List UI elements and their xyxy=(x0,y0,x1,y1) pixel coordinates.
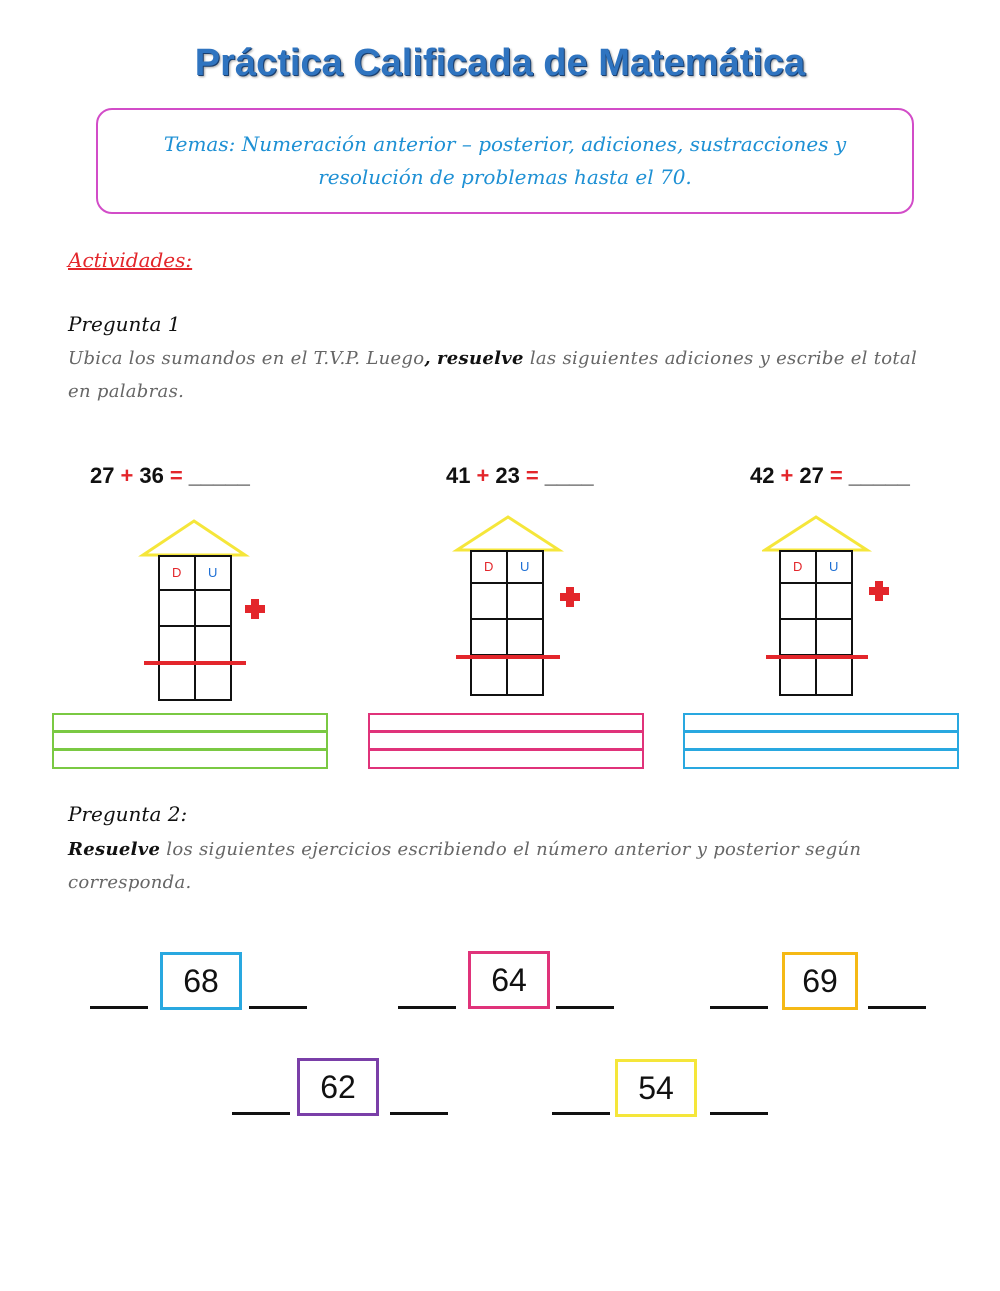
units-cell[interactable] xyxy=(815,582,853,620)
answer-writing-box-3[interactable] xyxy=(683,713,959,769)
tens-header-cell xyxy=(470,550,508,584)
previous-number-blank[interactable] xyxy=(710,1006,768,1009)
topics-line-1: Temas: Numeración anterior – posterior, adiciones, sustracciones y xyxy=(163,132,847,156)
q2-bold-verb: Resuelve xyxy=(68,839,161,860)
tens-cell[interactable] xyxy=(158,625,196,663)
units-result-cell[interactable] xyxy=(506,654,544,696)
number-box-64: 64 xyxy=(468,951,550,1009)
tens-cell[interactable] xyxy=(470,618,508,656)
topics-line-2: resolución de problemas hasta el 70. xyxy=(318,165,692,189)
question-1-instructions xyxy=(68,342,968,408)
sum-line xyxy=(144,661,246,665)
tens-result-cell[interactable] xyxy=(779,654,817,696)
units-cell[interactable] xyxy=(815,618,853,656)
number-box-54: 54 xyxy=(615,1059,697,1117)
activities-heading: Actividades: xyxy=(68,248,193,272)
q1-text-part: Ubica los sumandos en el T.V.P. Luego xyxy=(68,348,425,369)
sum-line xyxy=(456,655,560,659)
topics-box xyxy=(96,108,914,214)
place-value-house-1 xyxy=(138,518,250,708)
house-roof-icon xyxy=(138,518,250,558)
page-title: Práctica Calificada de Matemática xyxy=(194,42,806,84)
equals-sign: = xyxy=(829,463,843,488)
equals-sign: = xyxy=(525,463,539,488)
next-number-blank[interactable] xyxy=(556,1006,614,1009)
answer-writing-box-2[interactable] xyxy=(368,713,644,769)
units-header-cell xyxy=(815,550,853,584)
addend: 41 xyxy=(446,463,471,488)
previous-number-blank[interactable] xyxy=(552,1112,610,1115)
units-header-cell xyxy=(194,555,232,591)
answer-writing-box-1[interactable] xyxy=(52,713,328,769)
exercise-3-equation xyxy=(750,463,910,489)
units-cell[interactable] xyxy=(194,625,232,663)
tens-result-cell[interactable] xyxy=(158,661,196,701)
equals-sign: = xyxy=(169,463,183,488)
tens-label: D xyxy=(793,559,803,574)
tens-label: D xyxy=(172,565,182,580)
previous-number-blank[interactable] xyxy=(232,1112,290,1115)
house-roof-icon xyxy=(452,514,564,554)
number-box-62: 62 xyxy=(297,1058,379,1116)
answer-blank[interactable]: _____ xyxy=(848,463,910,488)
place-value-house-2 xyxy=(452,514,564,704)
q1-bold-verb: resuelve xyxy=(437,348,524,369)
previous-number-blank[interactable] xyxy=(90,1006,148,1009)
number-box-69: 69 xyxy=(782,952,858,1010)
addend: 23 xyxy=(495,463,520,488)
next-number-blank[interactable] xyxy=(249,1006,307,1009)
sum-line xyxy=(766,655,868,659)
answer-blank[interactable]: _____ xyxy=(188,463,250,488)
red-plus-icon xyxy=(559,586,581,608)
q2-text-line2: corresponda. xyxy=(68,872,192,893)
units-result-cell[interactable] xyxy=(815,654,853,696)
exercise-2-equation xyxy=(446,463,594,489)
units-label: U xyxy=(520,559,530,574)
next-number-blank[interactable] xyxy=(710,1112,768,1115)
place-value-house-3 xyxy=(762,514,874,704)
tens-header-cell xyxy=(158,555,196,591)
units-result-cell[interactable] xyxy=(194,661,232,701)
plus-sign: + xyxy=(120,463,134,488)
units-header-cell xyxy=(506,550,544,584)
tens-label: D xyxy=(484,559,494,574)
tens-cell[interactable] xyxy=(158,589,196,627)
red-plus-icon xyxy=(244,598,266,620)
q2-text-part: los siguientes ejercicios escribiendo el número anterior y posterior según xyxy=(166,839,862,860)
units-label: U xyxy=(829,559,839,574)
number-box-68: 68 xyxy=(160,952,242,1010)
addend: 27 xyxy=(90,463,115,488)
units-cell[interactable] xyxy=(506,582,544,620)
tens-cell[interactable] xyxy=(779,618,817,656)
plus-sign: + xyxy=(476,463,490,488)
units-cell[interactable] xyxy=(194,589,232,627)
tens-header-cell xyxy=(779,550,817,584)
addend: 42 xyxy=(750,463,775,488)
addend: 36 xyxy=(139,463,164,488)
tens-result-cell[interactable] xyxy=(470,654,508,696)
question-1-title: Pregunta 1 xyxy=(68,312,181,336)
q1-text-part: las siguientes adiciones y escribe el total xyxy=(529,348,918,369)
tens-cell[interactable] xyxy=(779,582,817,620)
tens-cell[interactable] xyxy=(470,582,508,620)
addend: 27 xyxy=(799,463,824,488)
units-cell[interactable] xyxy=(506,618,544,656)
q1-comma: , xyxy=(424,348,431,369)
house-roof-icon xyxy=(762,514,874,554)
topics-text xyxy=(164,128,846,194)
answer-blank[interactable]: ____ xyxy=(544,463,594,488)
question-2-title: Pregunta 2: xyxy=(68,802,188,826)
next-number-blank[interactable] xyxy=(868,1006,926,1009)
units-label: U xyxy=(208,565,218,580)
previous-number-blank[interactable] xyxy=(398,1006,456,1009)
plus-sign: + xyxy=(780,463,794,488)
exercise-1-equation xyxy=(90,463,250,489)
question-2-instructions xyxy=(68,833,968,899)
q1-text-line2: en palabras. xyxy=(68,381,185,402)
red-plus-icon xyxy=(868,580,890,602)
next-number-blank[interactable] xyxy=(390,1112,448,1115)
